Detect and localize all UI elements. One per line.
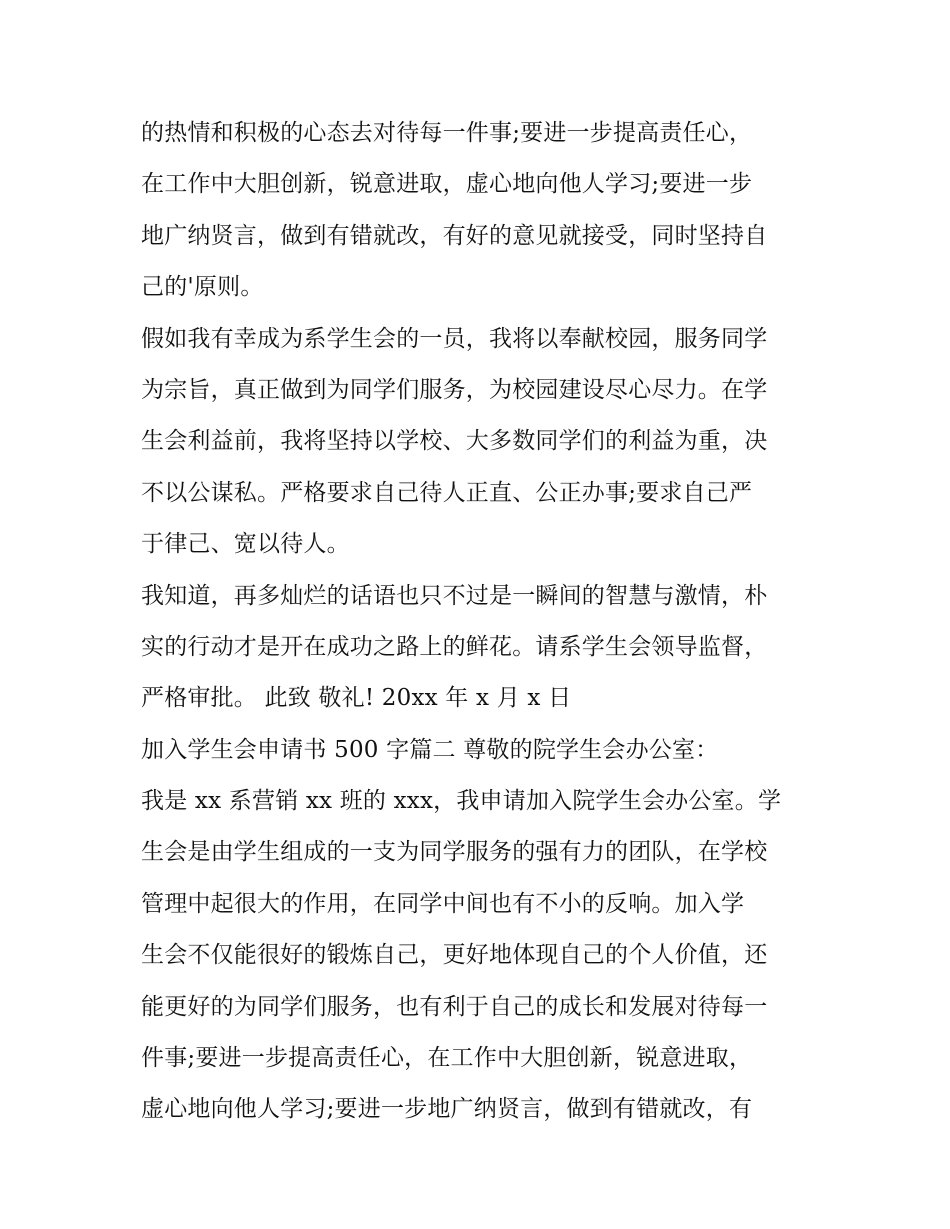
text-line: 虚心地向他人学习;要进一步地广纳贤言，做到有错就改，有 (141, 1096, 753, 1123)
text-line: 不以公谋私。严格要求自己待人正直、公正办事;要求自己严 (141, 479, 753, 506)
body-text (141, 108, 821, 1136)
text-line: 严格审批。 此致 敬礼! 20xx 年 x 月 x 日 (141, 685, 572, 712)
text-line: 地广纳贤言，做到有错就改，有好的意见就接受，同时坚持自 (141, 222, 768, 249)
text-line: 生会利益前，我将坚持以学校、大多数同学们的利益为重，决 (141, 428, 768, 455)
text-line: 我知道，再多灿烂的话语也只不过是一瞬间的智慧与激情，朴 (141, 582, 768, 609)
text-line: 能更好的为同学们服务，也有利于自己的成长和发展对待每一 (141, 993, 768, 1020)
text-line: 生会是由学生组成的一支为同学服务的强有力的团队，在学校 (141, 839, 768, 866)
text-line: 己的'原则。 (141, 274, 264, 301)
text-line: 假如我有幸成为系学生会的一员，我将以奉献校园，服务同学 (141, 325, 768, 352)
text-line: 为宗旨，真正做到为同学们服务，为校园建设尽心尽力。在学 (141, 376, 768, 403)
text-line: 管理中起很大的作用，在同学中间也有不小的反响。加入学 (141, 890, 745, 917)
text-line: 的热情和积极的心态去对待每一件事;要进一步提高责任心， (141, 120, 753, 146)
section-heading-line: 加入学生会申请书 500 字篇二 尊敬的院学生会办公室： (141, 736, 719, 763)
text-line: 件事;要进一步提高责任心，在工作中大胆创新，锐意进取， (141, 1045, 753, 1072)
text-line: 在工作中大胆创新，锐意进取，虚心地向他人学习;要进一步 (141, 171, 753, 198)
text-line: 实的行动才是开在成功之路上的鲜花。请系学生会领导监督， (141, 633, 768, 660)
text-line: 于律己、宽以待人。 (141, 531, 350, 558)
text-line: 我是 xx 系营销 xx 班的 xxx，我申请加入院学生会办公室。学 (141, 788, 782, 815)
text-line: 生会不仅能很好的锻炼自己，更好地体现自己的个人价值，还 (141, 942, 768, 969)
